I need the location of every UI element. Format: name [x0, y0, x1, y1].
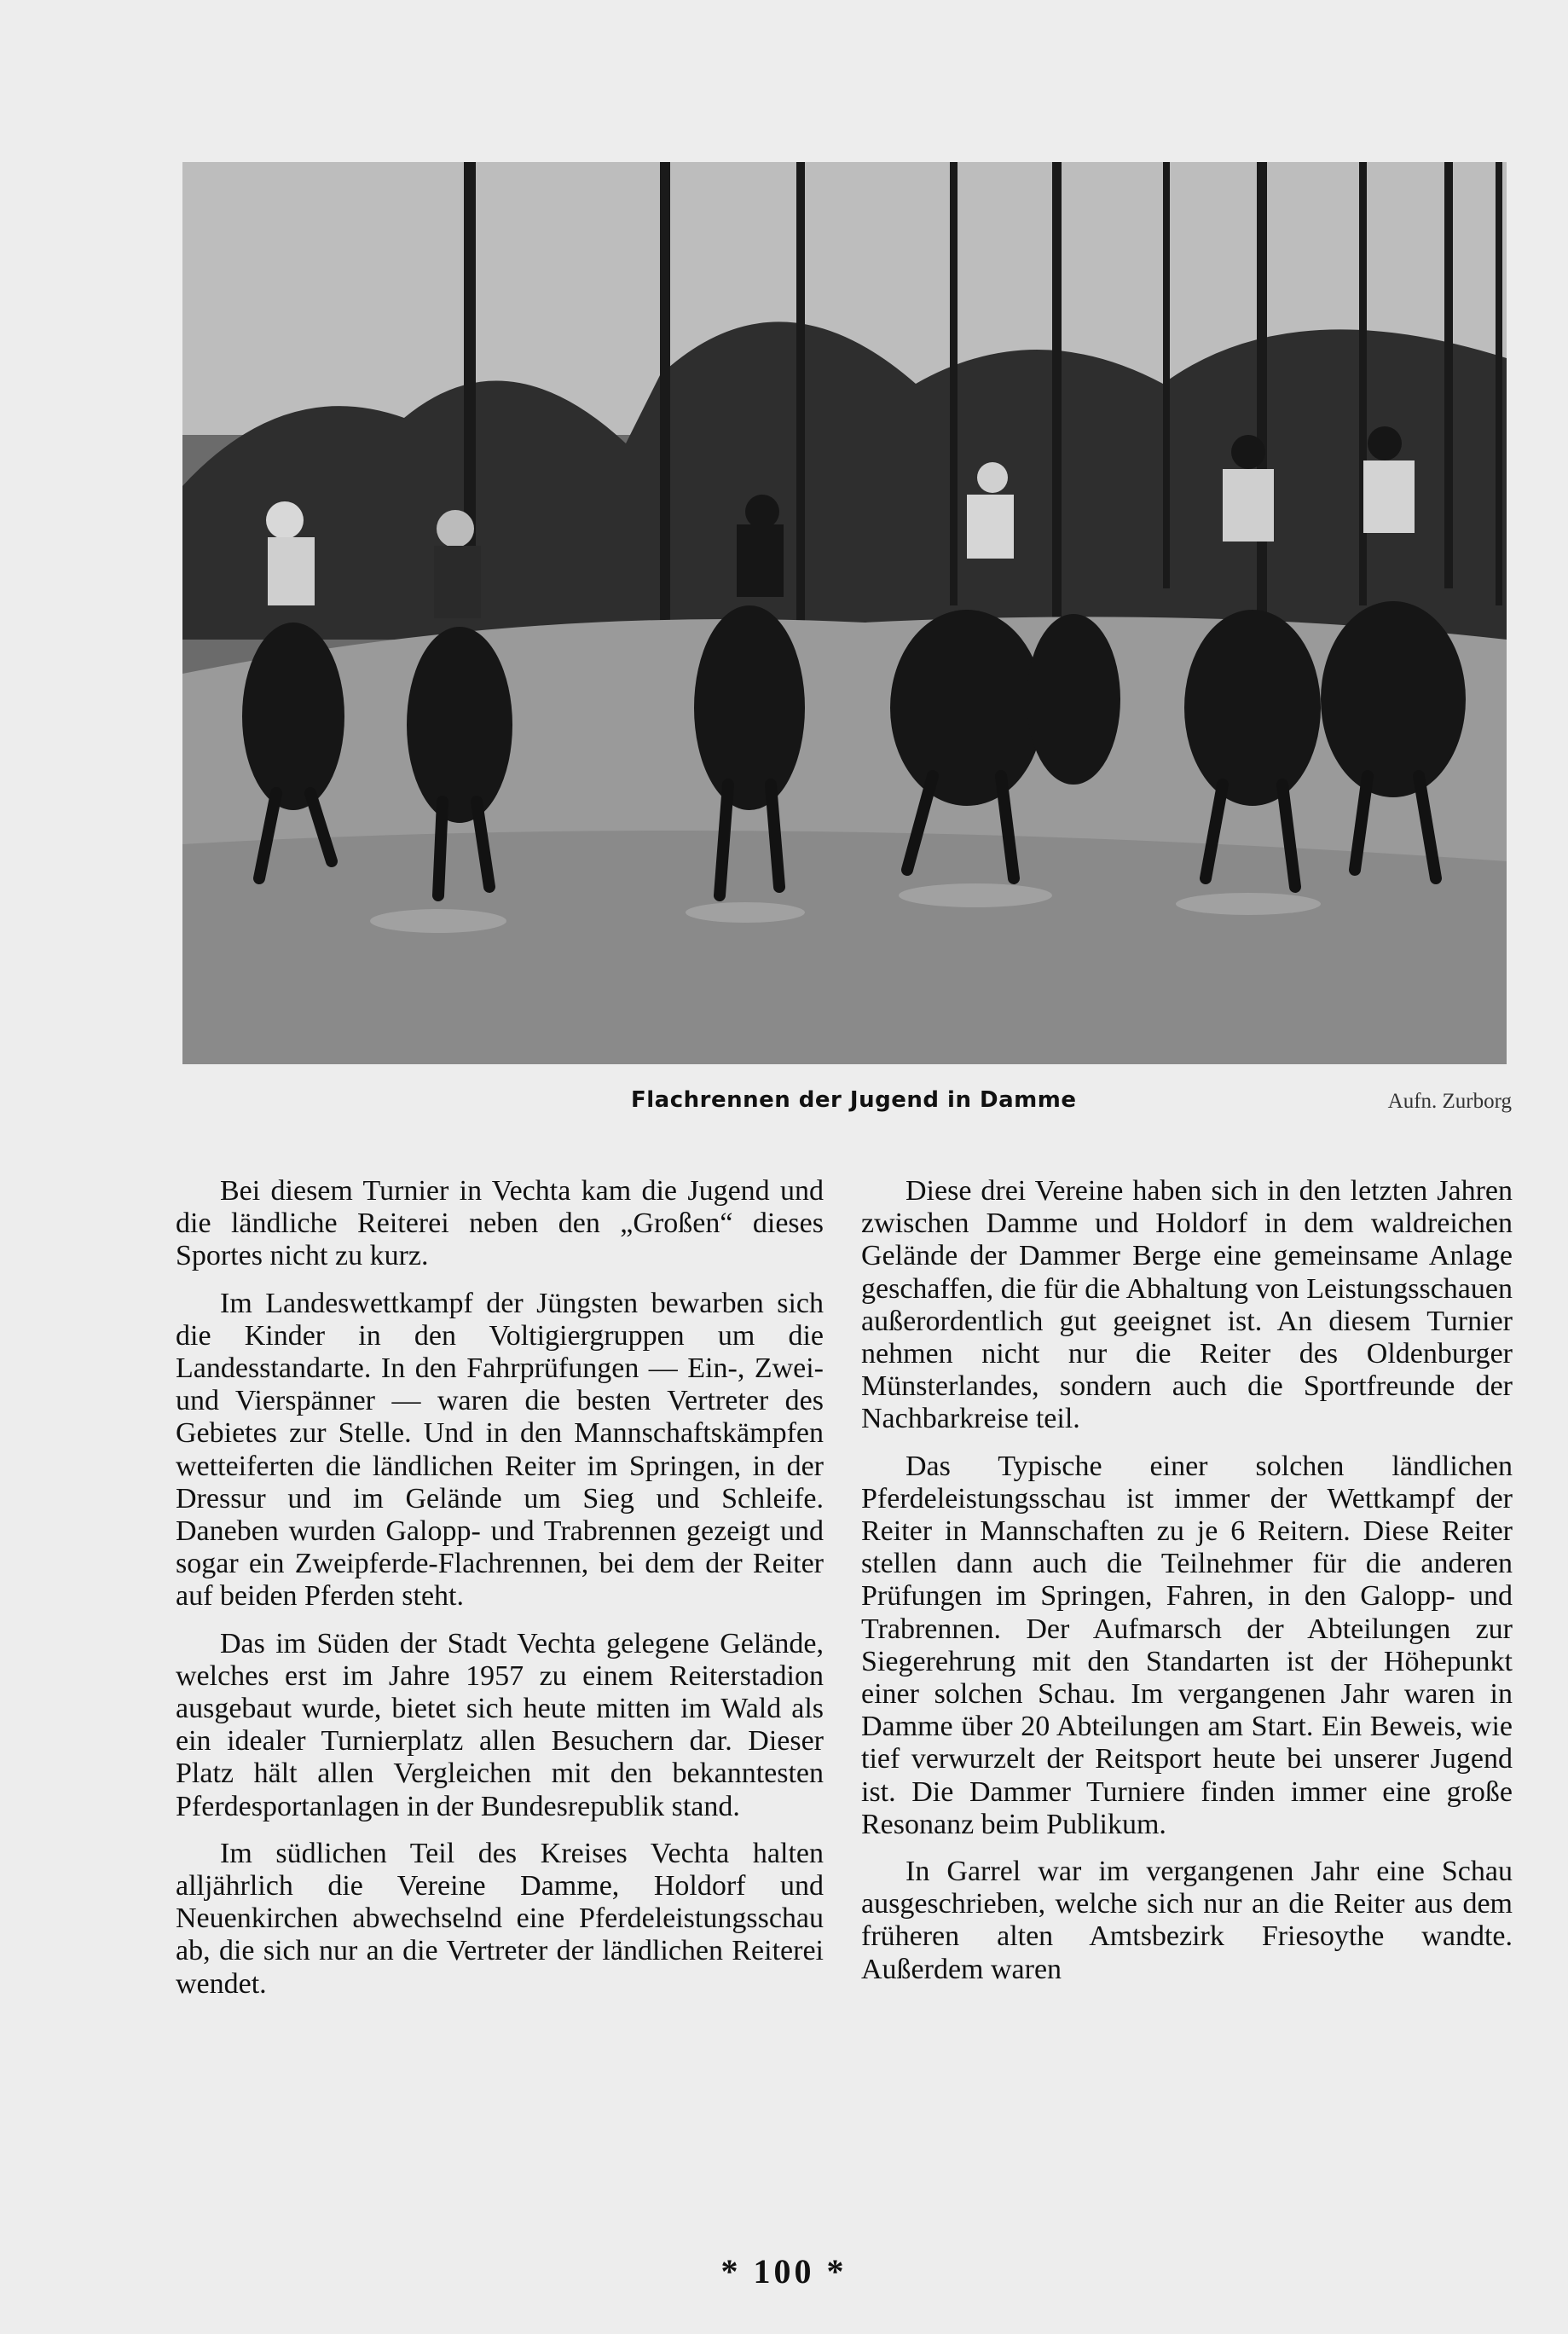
photo-credit: Aufn. Zurborg — [1387, 1090, 1512, 1113]
left-text-column — [176, 1175, 824, 2015]
paragraph: In Garrel war im vergangenen Jahr eine Schau ausgeschrieben, welche sich nur an die Reiter aus dem früheren alten Amtsbezirk Friesoythe wandte. Außerdem waren — [861, 1856, 1513, 1985]
paragraph: Das im Süden der Stadt Vechta gelegene Gelände, welches erst im Jahre 1957 zu einem Reiterstadion ausgebaut wurde, bietet sich heute mitten im Wald als ein idealer Turnierplatz allen Besuchern dar. Dieser Platz hält allen Vergleichen mit den bekanntesten Pferdesportanlagen in der Bundesrepublik stand. — [176, 1627, 824, 1822]
page-number: * 100 * — [720, 2252, 848, 2291]
paragraph: Diese drei Vereine haben sich in den letzten Jahren zwischen Damme und Holdorf in dem waldreichen Gelände der Dammer Berge eine gemeinsame Anlage geschaffen, die für die Abhaltung von Leistungsschauen außerordentlich gut geeignet ist. An diesem Turnier nehmen nicht nur die Reiter des Oldenburger Münsterlandes, sondern auch die Sportfreunde der Nachbarkreise teil. — [861, 1175, 1513, 1435]
paragraph: Das Typische einer solchen ländlichen Pferdeleistungsschau ist immer der Wettkampf der Reiter in Mannschaften zu je 6 Reitern. Diese Reiter stellen dann auch die Teilnehmer für die anderen Prüfungen im Springen, Fahren, in den Galopp- und Trabrennen. Der Aufmarsch der Abteilungen zur Siegerehrung mit den Standarten ist der Höhepunkt einer solchen Schau. Im vergangenen Jahr waren in Damme über 20 Abteilungen am Start. Ein Beweis, wie tief verwurzelt der Reitsport heute bei unserer Jugend ist. Die Dammer Turniere finden immer eine große Resonanz beim Publikum. — [861, 1450, 1513, 1840]
paragraph: Im Landeswettkampf der Jüngsten bewarben sich die Kinder in den Voltigiergruppen um die Landesstandarte. In den Fahrprüfungen — Ein-, Zwei- und Vierspänner — waren die besten Vertreter des Gebietes zur Stelle. Und in den Mannschaftskämpfen wetteiferten die ländlichen Reiter im Springen, in der Dressur und im Gelände um Sieg und Schleife. Daneben wurden Galopp- und Trabrennen gezeigt und sogar ein Zweipferde-Flachrennen, bei dem der Reiter auf beiden Pferden steht. — [176, 1287, 824, 1613]
race-photo — [182, 162, 1507, 1064]
paragraph: Bei diesem Turnier in Vechta kam die Jugend und die ländliche Reiterei neben den „Großen“ dieses Sportes nicht zu kurz. — [176, 1175, 824, 1272]
right-text-column — [861, 1175, 1513, 2001]
paragraph: Im südlichen Teil des Kreises Vechta halten alljährlich die Vereine Damme, Holdorf und Neuenkirchen abwechselnd eine Pferdeleistungsschau ab, die sich nur an die Vertreter der ländlichen Reiterei wendet. — [176, 1837, 824, 2000]
photo-caption-title: Flachrennen der Jugend in Damme — [631, 1087, 1077, 1113]
race-photo-illustration — [182, 162, 1507, 1064]
